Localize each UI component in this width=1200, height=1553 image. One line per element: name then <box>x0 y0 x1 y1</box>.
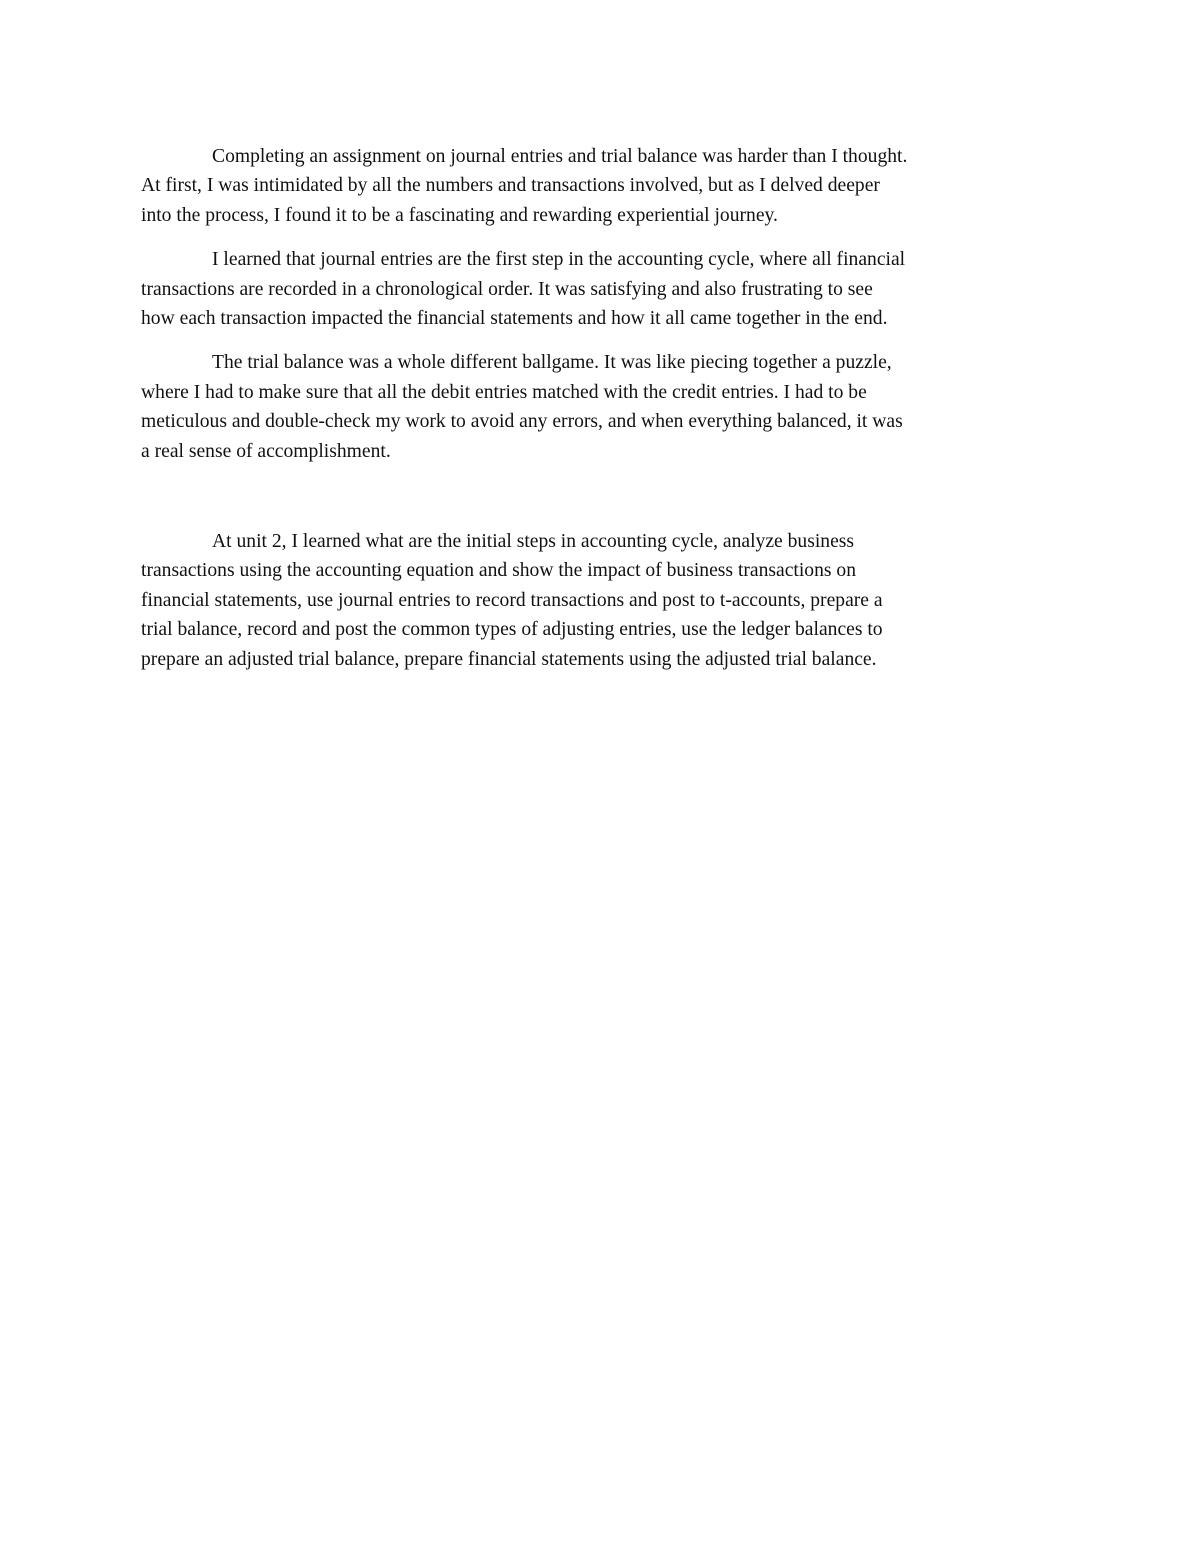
text-line: trial balance, record and post the common types of adjusting entries, use the ledger balances to <box>141 619 883 641</box>
paragraph-1 <box>141 142 1063 230</box>
text-line: meticulous and double-check my work to avoid any errors, and when everything balanced, it was <box>141 411 903 433</box>
text-line: At unit 2, I learned what are the initial steps in accounting cycle, analyze business <box>212 531 855 553</box>
text-line: a real sense of accomplishment. <box>141 440 391 462</box>
paragraph-3 <box>141 348 1063 466</box>
text-line: into the process, I found it to be a fascinating and rewarding experiential journey. <box>141 204 778 226</box>
text-line: financial statements, use journal entries to record transactions and post to t-accounts, prepare a <box>141 589 883 611</box>
text-line: At first, I was intimidated by all the numbers and transactions involved, but as I delved deeper <box>141 175 880 197</box>
text-line: The trial balance was a whole different ballgame. It was like piecing together a puzzle, <box>212 352 892 374</box>
text-line: transactions are recorded in a chronological order. It was satisfying and also frustrating to see <box>141 278 873 300</box>
text-line: prepare an adjusted trial balance, prepare financial statements using the adjusted trial balance. <box>141 648 877 670</box>
blank-line <box>141 481 1063 527</box>
text-line: where I had to make sure that all the debit entries matched with the credit entries. I had to be <box>141 381 867 403</box>
text-line: transactions using the accounting equation and show the impact of business transactions on <box>141 560 857 582</box>
paragraph-2 <box>141 245 1063 333</box>
paragraph-4 <box>141 527 1063 674</box>
text-line: I learned that journal entries are the first step in the accounting cycle, where all financial <box>212 249 906 271</box>
text-line: Completing an assignment on journal entries and trial balance was harder than I thought. <box>212 146 908 167</box>
document-body <box>141 142 1063 689</box>
text-line: how each transaction impacted the financial statements and how it all came together in the end. <box>141 308 888 330</box>
